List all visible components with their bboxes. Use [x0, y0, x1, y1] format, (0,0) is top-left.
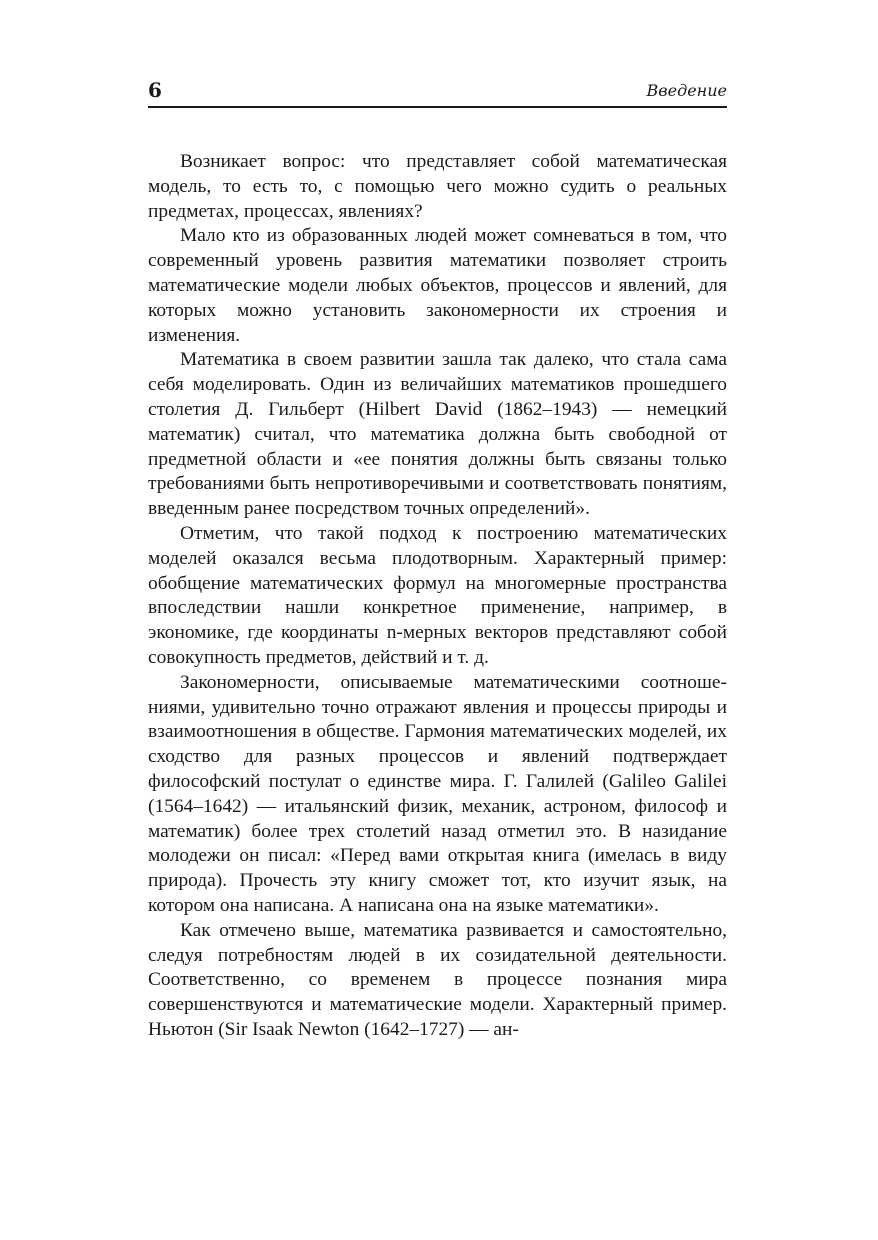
- paragraph-1: Возникает вопрос: что представляет собой математическая модель, то есть то, с помощью чего можно судить о реальных предметах, процессах, явлениях?: [148, 151, 727, 222]
- running-title: Введение: [646, 81, 727, 100]
- paragraph-3: Математика в своем развитии зашла так далеко, что стала сама себя моделировать. Один из величайших математиков прошедшего столетия Д. Гильберт (Hilbert David (1862–1943) — немецкий математик) считал, что математика должна быть свободной от предметной области и «ее понятия должны быть связаны только требованиями быть непротиворечивыми и соответствовать понятиям, введенным ранее посредством точных определений».: [148, 349, 727, 520]
- paragraph-6: Как отмечено выше, математика развивается и самостоятельно, следуя потребностям людей в их созидательной деятельности. Соответственно, со временем в процессе познания мира совершенствуются и математические модели. Характерный пример. Ньютон (Sir Isaak Newton (1642–1727) — ан-: [148, 919, 727, 1040]
- paragraph-2: Мало кто из образованных людей может сомневаться в том, что современный уровень развития математики позволяет строить математические модели любых объектов, процессов и явлений, для которых можно установить закономерности их строения и изменения.: [148, 225, 727, 346]
- paragraph-5: Закономерности, описываемые математическими соотношениями, удивительно точно отражают явления и процессы природы и взаимоотношения в обществе. Гармония математических моделей, их сходство для разных процессов и явлений подтверждает философский постулат о единстве мира. Г. Галилей (Galileo Galilei (1564–1642) — итальянский физик, механик, астроном, философ и математик) более трех столетий назад отметил это. В назидание молодежи он писал: «Перед вами открытая книга (имелась в виду природа). Прочесть эту книгу сможет тот, кто изучит язык, на котором она написана. А написана она на языке математики».: [148, 671, 727, 916]
- page-header: [148, 78, 727, 108]
- body-text: [148, 150, 727, 1043]
- paragraph-4: Отметим, что такой подход к построению математических моделей оказался весьма плодотворным. Характерный пример: обобщение математических формул на многомерные пространства впоследствии нашли конкретное применение, например, в экономике, где координаты n-мерных векторов представляют собой совокупность предметов, действий и т. д.: [148, 522, 727, 668]
- page-number: 6: [148, 78, 162, 102]
